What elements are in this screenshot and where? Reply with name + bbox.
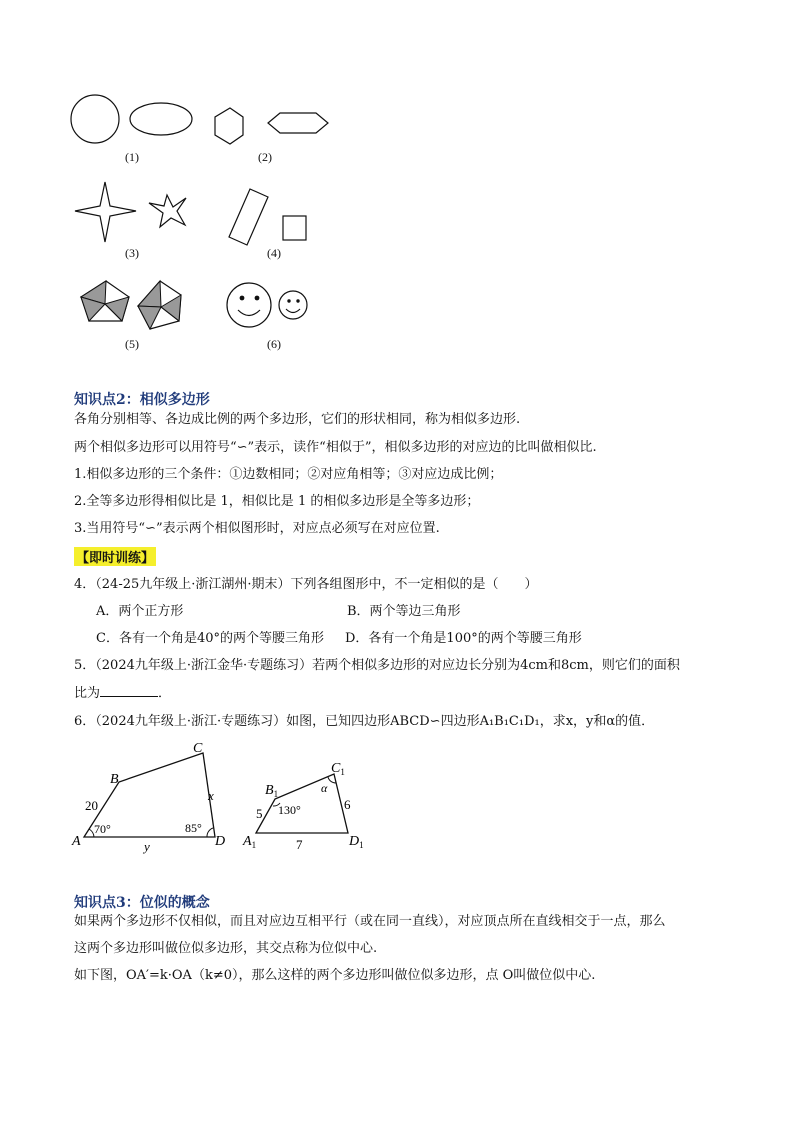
vertex-c1: $C_1$ (331, 761, 345, 777)
vertex-b: B (110, 772, 119, 787)
figure-label-5: (5) (125, 337, 139, 351)
question-6-stem: 6．（2024九年级上·浙江·专题练习）如图，已知四边形ABCD∽四边形A₁B₁C₁D₁，求x，y和α的值． (74, 714, 655, 729)
tilted-rectangle-shape (229, 189, 268, 245)
figure-label-2: (2) (258, 150, 272, 164)
angle-c1-label: α (321, 781, 328, 795)
answer-blank[interactable] (100, 684, 158, 697)
section-heading-similar-polygons: 知识点2：相似多边形 (74, 392, 210, 408)
side-c1d1-label: 6 (344, 797, 351, 812)
figure-label-1: (1) (125, 150, 139, 164)
quadrilateral-figures (70, 736, 380, 856)
question-4-option-c: C．各有一个角是40°的两个等腰三角形 (96, 631, 324, 646)
question-4-option-b: B．两个等边三角形 (347, 604, 461, 619)
condition-item-1: 1.相似多边形的三个条件：①边数相同；②对应角相等；③对应边成比例； (74, 467, 503, 482)
side-a1b1-label: 5 (256, 806, 263, 821)
vertex-d1: $D_1$ (349, 834, 364, 850)
regular-hexagon-shape (215, 108, 243, 144)
side-ab-label: 20 (85, 798, 98, 813)
square-shape (283, 216, 306, 240)
condition-item-2: 2.全等多边形得相似比是 1，相似比是 1 的相似多边形是全等多边形； (74, 494, 480, 509)
section-heading-homothety: 知识点3：位似的概念 (74, 895, 210, 911)
angle-d-label: 85° (185, 821, 202, 835)
four-point-star-large (75, 182, 136, 242)
question-5-prefix: 比为 (74, 686, 101, 701)
shaded-pentagon-right (138, 281, 181, 329)
figure-label-6: (6) (267, 337, 281, 351)
flat-hexagon-shape (268, 113, 328, 133)
vertex-b1: $B_1$ (265, 783, 279, 799)
question-5-suffix: ． (158, 686, 172, 701)
four-point-star-small (149, 195, 186, 227)
ellipse-shape (130, 103, 192, 135)
angle-a-label: 70° (94, 822, 111, 836)
figure-label-4: (4) (267, 246, 281, 260)
homothety-line-2: 这两个多边形叫做位似多边形，其交点称为位似中心. (74, 941, 378, 956)
question-5-stem: 5．（2024九年级上·浙江金华·专题练习）若两个相似多边形的对应边长分别为4cm和8cm，则它们的面积 (74, 658, 680, 673)
condition-item-3: 3.当用符号“∽”表示两个相似图形时，对应点必须写在对应位置. (74, 521, 440, 536)
side-ad-label: y (144, 839, 150, 854)
smiley-face-small (279, 291, 307, 319)
definition-line-2: 两个相似多边形可以用符号“∽”表示，读作“相似于”，相似多边形的对应边的比叫做相似比. (74, 440, 597, 455)
similar-figures-illustration (60, 85, 360, 355)
question-4-option-d: D．各有一个角是100°的两个等腰三角形 (345, 631, 582, 646)
question-5-answer-line (74, 684, 171, 703)
smiley-face-large (227, 283, 271, 327)
figure-label-3: (3) (125, 246, 139, 260)
question-4-stem: 4．（24-25九年级上·浙江湖州·期末）下列各组图形中，不一定相似的是（ ） (74, 577, 538, 592)
definition-line-1: 各角分别相等、各边成比例的两个多边形，它们的形状相同，称为相似多边形. (74, 412, 521, 427)
homothety-line-1: 如果两个多边形不仅相似，而且对应边互相平行（或在同一直线），对应顶点所在直线相交于一点，那么 (74, 914, 666, 929)
vertex-a: A (72, 834, 81, 849)
shaded-pentagon-left (81, 281, 129, 321)
side-cd-label: x (208, 788, 214, 803)
question-4-option-a: A．两个正方形 (96, 604, 184, 619)
vertex-c: C (193, 741, 203, 756)
side-a1d1-label: 7 (296, 837, 303, 852)
vertex-d: D (215, 834, 226, 849)
angle-b1-label: 130° (278, 803, 301, 817)
vertex-a1: $A_1$ (243, 834, 257, 850)
practice-tag: 【即时训练】 (74, 547, 156, 566)
circle-shape (71, 95, 119, 143)
homothety-line-3: 如下图，OA′=k·OA（k≠0），那么这样的两个多边形叫做位似多边形，点 O叫做位似中心. (74, 968, 596, 983)
